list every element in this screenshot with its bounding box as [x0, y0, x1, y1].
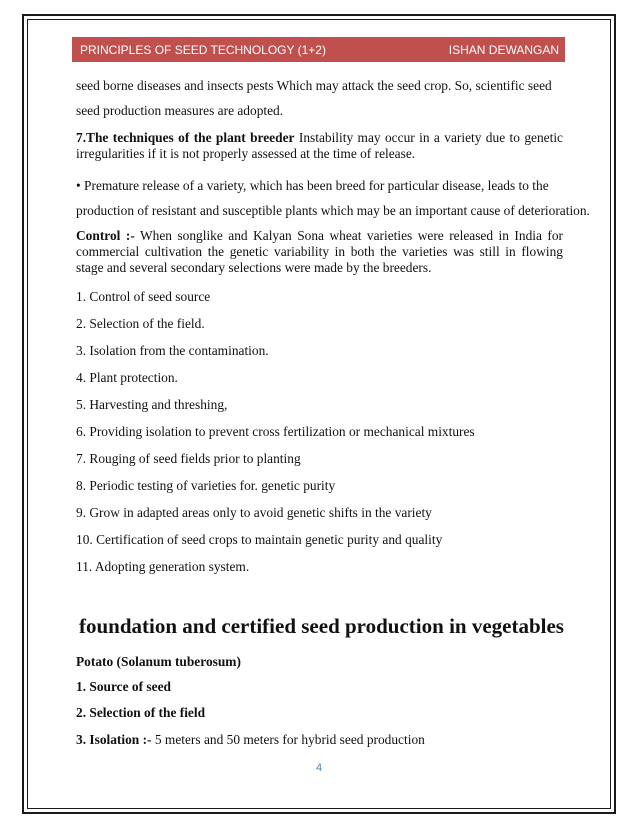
list-item: 2. Selection of the field. [76, 316, 205, 331]
list-item: 8. Periodic testing of varieties for. genetic purity [76, 478, 336, 493]
paragraph-control [76, 228, 563, 276]
paragraph-heading: 7.The techniques of the plant breeder [76, 130, 295, 145]
text-line: production of resistant and susceptible plants which may be an important cause of deterioration. [76, 203, 590, 218]
list-item: 1. Control of seed source [76, 289, 211, 304]
subheading [76, 654, 563, 670]
page-header [72, 37, 565, 62]
label-text: 5 meters and 50 meters for hybrid seed production [151, 732, 425, 747]
list-item: 4. Plant protection. [76, 370, 178, 385]
header-author: ISHAN DEWANGAN [448, 42, 559, 57]
paragraph-text: Instability may occur in a variety due to genetic irregularities if it is not properly assessed at the time of release. [76, 130, 563, 161]
paragraph-text: When songlike and Kalyan Sona wheat varieties were released in India for commercial cultivation the genetic variability in both the varieties was still in flowing stage and several secondary selections were made by the breeders. [76, 228, 564, 275]
paragraph-breeder [76, 130, 563, 162]
list-item: 5. Harvesting and threshing, [76, 397, 228, 412]
list-item: 11. Adopting generation system. [76, 559, 250, 574]
list-item: 3. Isolation from the contamination. [76, 343, 269, 358]
text-line: seed production measures are adopted. [76, 103, 284, 118]
list-item: 10. Certification of seed crops to maintain genetic purity and quality [76, 532, 443, 547]
subheading [76, 679, 563, 695]
label: 3. Isolation :- [76, 732, 152, 747]
bullet-line: • Premature release of a variety, which has been breed for particular disease, leads to the [76, 178, 549, 193]
subheading [76, 705, 563, 721]
text-line: seed borne diseases and insects pests Which may attack the seed crop. So, scientific seed [76, 78, 552, 93]
subheading-text: Potato (Solanum tuberosum) [76, 654, 241, 669]
list-item: 7. Rouging of seed fields prior to planting [76, 451, 301, 466]
page-number: 4 [315, 762, 323, 774]
subheading-text: 1. Source of seed [76, 679, 171, 694]
section-heading: foundation and certified seed production in vegetables [79, 614, 564, 638]
paragraph-heading: Control :- [76, 228, 135, 243]
text-line [76, 732, 563, 748]
list-item: 9. Grow in adapted areas only to avoid genetic shifts in the variety [76, 505, 432, 520]
subheading-text: 2. Selection of the field [76, 705, 206, 720]
header-title: PRINCIPLES OF SEED TECHNOLOGY (1+2) [80, 42, 326, 57]
list-item: 6. Providing isolation to prevent cross fertilization or mechanical mixtures [76, 424, 475, 439]
